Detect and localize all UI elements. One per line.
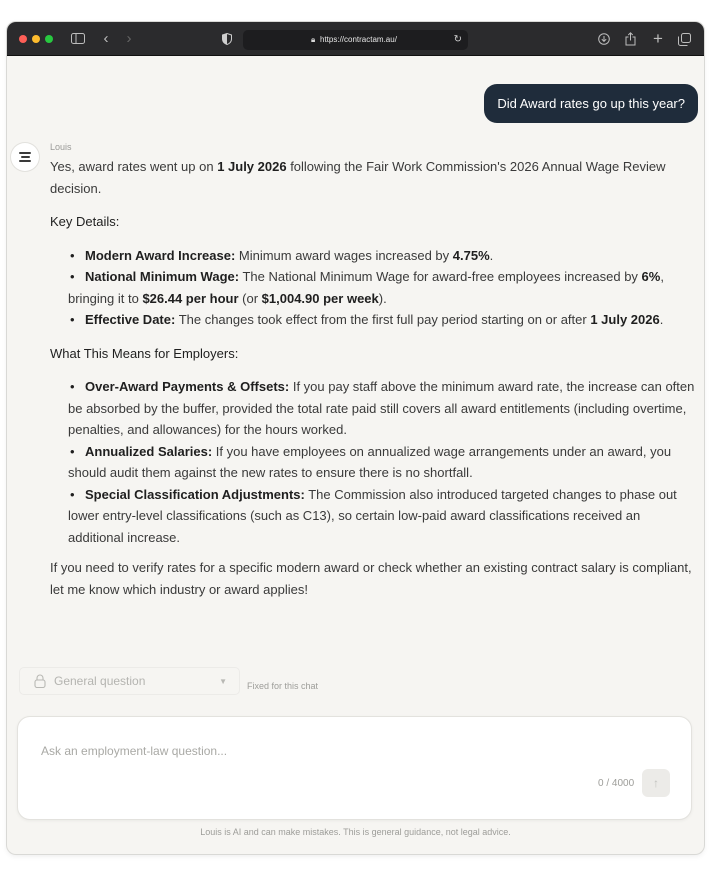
list-item: • National Minimum Wage: The National Minimum Wage for award-free employees increased by 6%, bringing it to $26.44 per hour (or $1,004.90 per week). (68, 269, 664, 306)
key-details-heading: Key Details: (50, 214, 120, 229)
list-item: • Annualized Salaries: If you have employees on annualized wage arrangements under an award, you should audit them against the new rates to ensure there is no shortfall. (68, 443, 672, 480)
character-counter: 0 / 4000 (598, 778, 635, 789)
topic-select-value: General question (54, 674, 146, 688)
close-window-button[interactable] (19, 35, 27, 43)
list-item: • Modern Award Increase: Minimum award wages increased by 4.75%. (70, 247, 494, 263)
back-arrow-icon[interactable]: ‹ (103, 30, 109, 47)
message-composer (17, 716, 692, 820)
send-button[interactable] (642, 769, 670, 797)
list-item: • Over-Award Payments & Offsets: If you pay staff above the minimum award rate, the increase can often be absorbed by the buffer, provided the total rate paid still covers all award entitlements (including overtime, penalties, and allowances) for the hours worked. (68, 379, 695, 437)
sidebar-icon[interactable] (70, 29, 86, 49)
assistant-message (50, 156, 695, 600)
address-bar[interactable] (243, 30, 468, 50)
lock-icon: 🔒︎ (311, 35, 316, 44)
browser-toolbar (7, 22, 704, 56)
zoom-window-button[interactable] (45, 35, 53, 43)
forward-arrow-icon[interactable]: › (126, 30, 132, 47)
assistant-avatar (11, 143, 39, 171)
plus-icon[interactable]: + (653, 29, 663, 48)
user-message: Did Award rates go up this year? (484, 84, 698, 123)
browser-window (7, 22, 704, 854)
reload-icon[interactable]: ↻ (453, 34, 462, 45)
ai-disclaimer: Louis is AI and can make mistakes. This is general guidance, not legal advice. (200, 827, 511, 837)
employers-heading: What This Means for Employers: (50, 345, 239, 361)
list-item: • Effective Date: The changes took effect from the first full pay period starting on or after 1 July 2026. (70, 312, 664, 327)
shield-icon[interactable] (220, 29, 234, 49)
tabs-icon[interactable] (676, 29, 692, 49)
minimize-window-button[interactable] (32, 35, 40, 43)
lock-icon (34, 674, 46, 688)
topic-fixed-note: Fixed for this chat (247, 681, 319, 691)
download-icon[interactable] (597, 29, 611, 49)
arrow-up-icon: ↑ (653, 776, 659, 790)
chevron-down-icon: ▼ (219, 677, 227, 686)
topic-select[interactable] (19, 667, 240, 695)
intro-paragraph: Yes, award rates went up on 1 July 2026 following the Fair Work Commission's 2026 Annual Wage Review decision. (50, 159, 666, 196)
share-icon[interactable] (623, 29, 637, 49)
key-details-list (68, 245, 695, 331)
message-input[interactable] (41, 740, 601, 762)
list-item: • Special Classification Adjustments: The Commission also introduced targeted changes to phase out lower entry-level classifications (such as C13), so certain low-paid award classifications received an additional increase. (68, 486, 677, 545)
assistant-name: Louis (50, 142, 72, 152)
url-text: https://contractam.au/ (320, 35, 397, 44)
employers-list (68, 376, 695, 548)
closing-paragraph: If you need to verify rates for a specific modern award or check whether an existing contract salary is compliant, let me know which industry or award applies! (50, 560, 692, 597)
